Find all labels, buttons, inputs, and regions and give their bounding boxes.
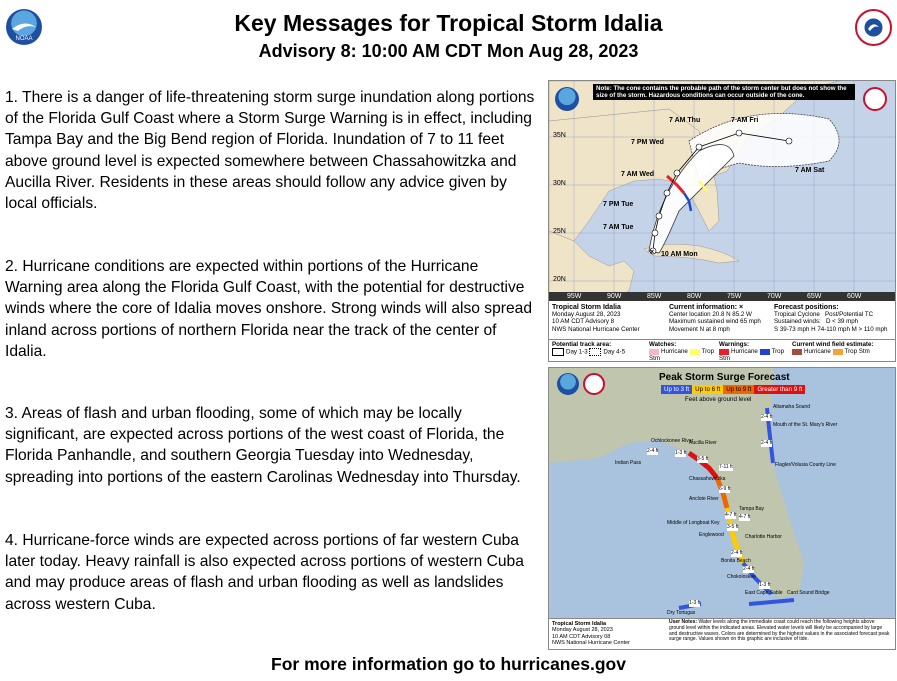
track-point bbox=[696, 144, 702, 150]
surge-legend bbox=[661, 385, 805, 394]
lon-label: 70W bbox=[767, 293, 782, 300]
track-point bbox=[674, 170, 680, 176]
surge-value-label: 2-4 ft bbox=[731, 550, 743, 556]
place-label: East Cape Sable bbox=[745, 590, 783, 596]
nws-logo bbox=[855, 9, 892, 46]
surge-value-label: 7-11 ft bbox=[719, 464, 733, 470]
cone-warnings-legend: Warnings: Hurricane Trop Stm bbox=[719, 341, 785, 362]
lon-label: 65W bbox=[807, 293, 822, 300]
track-label: 10 AM Mon bbox=[661, 251, 698, 258]
surge-storm-info: Tropical Storm Idalia Monday August 28, 2023 10 AM CDT Advisory 08 NWS National Hurricane Center bbox=[552, 621, 630, 647]
cone-current-info: Current information: × Center location 20.8 N 85.2 W Maximum sustained wind 65 mph Movement N at 8 mph bbox=[669, 304, 761, 333]
place-label: Ochlockonee River bbox=[651, 438, 694, 444]
surge-legend-item: Up to 3 ft bbox=[661, 385, 692, 394]
nws-logo-small bbox=[863, 87, 887, 111]
track-label: 7 AM Fri bbox=[731, 117, 759, 124]
surge-value-label: 1-3 ft bbox=[689, 600, 701, 606]
lon-label: 90W bbox=[607, 293, 622, 300]
cone-map-panel bbox=[548, 80, 896, 362]
place-label: Englewood bbox=[699, 532, 724, 538]
track-label: 7 AM Sat bbox=[795, 167, 825, 174]
surge-value-label: 2-4 ft bbox=[761, 440, 773, 446]
key-message-4: 4. Hurricane-force winds are expected across portions of far western Cuba later today. Heavy rainfall is also expected across portions of western Cuba and may produce areas of flash and urban flooding as well as landslides across western Cuba. bbox=[5, 532, 524, 613]
page-title: Key Messages for Tropical Storm Idalia bbox=[234, 10, 663, 36]
track-point bbox=[664, 190, 670, 196]
cone-map bbox=[549, 81, 895, 301]
place-label: Middle of Longboat Key bbox=[667, 520, 720, 526]
place-label: Anclote River bbox=[689, 496, 719, 502]
surge-value-label: 1-3 ft bbox=[759, 582, 771, 588]
surge-title: Peak Storm Surge Forecast bbox=[659, 372, 790, 383]
key-message-2: 2. Hurricane conditions are expected within portions of the Hurricane Warning area along the Florida Gulf Coast, with the potential for destructive winds where the core of Idalia moves onshore. Strong winds will also spread inland across portions of northern Florida near the track of the center of Idalia. bbox=[5, 258, 532, 360]
lon-label: 60W bbox=[847, 293, 862, 300]
lon-label: 95W bbox=[567, 293, 582, 300]
track-label: 7 PM Tue bbox=[603, 201, 634, 208]
track-point bbox=[656, 213, 662, 219]
surge-legend-item: Up to 9 ft bbox=[723, 385, 754, 394]
surge-value-label: 2-4 ft bbox=[647, 448, 659, 454]
lat-label: 30N bbox=[553, 180, 566, 187]
cone-track-area-legend: Potential track area: Day 1-3 Day 4-5 bbox=[552, 341, 626, 356]
page-subtitle: Advisory 8: 10:00 AM CDT Mon Aug 28, 2023 bbox=[258, 41, 639, 61]
surge-value-label: 6-9 ft bbox=[719, 486, 731, 492]
cone-storm-info: Tropical Storm Idalia Monday August 28, 2023 10 AM CDT Advisory 8 NWS National Hurricane Center bbox=[552, 304, 640, 333]
place-label: Flagler/Volusia County Line bbox=[775, 462, 836, 468]
surge-value-label: 1-3 ft bbox=[675, 450, 687, 456]
place-label: Indian Pass bbox=[615, 460, 642, 466]
surge-value-label: 2-4 ft bbox=[743, 566, 755, 572]
surge-user-notes: User Notes: Water levels along the immediate coast could reach the following heights above ground level within the indicated areas. Elevated water levels will likely be accompanied by large and destructive waves. Colors are determined by the highest values in the associated forecast peak surge range. Values shown on this graphic are inclusive of tide. bbox=[669, 619, 890, 643]
track-label: 7 PM Wed bbox=[631, 139, 664, 146]
cone-forecast-info: Forecast positions: Tropical Cyclone Post/Potential TC Sustained winds: D < 39 mph S 39-73 mph H 74-110 mph M > 110 mph bbox=[774, 304, 888, 333]
track-label: 7 AM Tue bbox=[603, 224, 634, 231]
place-label: Charlotte Harbor bbox=[745, 534, 782, 540]
place-label: Chassahowitzka bbox=[689, 476, 726, 482]
surge-value-label: 4-7 ft bbox=[739, 514, 751, 520]
surge-value-label: 4-7 ft bbox=[725, 512, 737, 518]
track-label: 7 AM Wed bbox=[621, 171, 655, 178]
cone-watches-legend: Watches: Hurricane Trop Stm bbox=[649, 341, 715, 362]
surge-map-panel bbox=[548, 367, 896, 650]
key-message-3: 3. Areas of flash and urban flooding, some of which may be locally significant, are expected across portions of the west coast of Florida, the Florida Panhandle, and southern Georgia Tuesday into Wednesday, spreading into portions of the eastern Carolinas Wednesday into Thursday. bbox=[5, 405, 521, 486]
noaa-logo-surge bbox=[557, 373, 579, 395]
place-label: Altamaha Sound bbox=[773, 404, 810, 410]
cone-wind-field-legend: Current wind field estimate: Hurricane Trop Stm bbox=[792, 341, 874, 356]
surge-legend-item: Greater than 9 ft bbox=[754, 385, 805, 394]
cone-info-divider bbox=[549, 339, 895, 340]
cone-note: Note: The cone contains the probable path of the storm center but does not show the size of the storm. Hazardous conditions can occur outside of the cone. bbox=[593, 84, 855, 100]
nws-logo-surge bbox=[583, 373, 605, 395]
track-point bbox=[786, 138, 792, 144]
place-label: Tampa Bay bbox=[739, 506, 765, 512]
surge-value-label: 2-4 ft bbox=[761, 414, 773, 420]
track-label: 7 AM Thu bbox=[669, 117, 701, 124]
lat-label: 20N bbox=[553, 276, 566, 283]
track-point bbox=[736, 130, 742, 136]
footer-link-text: For more information go to hurricanes.gov bbox=[271, 654, 626, 674]
key-message-1: 1. There is a danger of life-threatening storm surge inundation along portions of the Florida Gulf Coast where a Storm Surge Warning is in effect, including Tampa Bay and the Big Bend region of Florida. Inundation of 7 to 11 feet above ground level is expected somewhere between Chassahowitzka and Aucilla River. Residents in these areas should follow any advice given by local officials. bbox=[5, 89, 535, 213]
place-label: Card Sound Bridge bbox=[787, 590, 830, 596]
lon-label: 75W bbox=[727, 293, 742, 300]
lat-label: 35N bbox=[553, 132, 566, 139]
track-point bbox=[652, 230, 658, 236]
storm-center-marker: × bbox=[649, 249, 655, 256]
surge-value-label: 3-5 ft bbox=[697, 456, 709, 462]
place-label: Mouth of the St. Mary's River bbox=[773, 422, 838, 428]
lon-axis-strip bbox=[549, 292, 895, 301]
place-label: Chokoloskee bbox=[727, 574, 756, 580]
surge-legend-item: Up to 6 ft bbox=[692, 385, 723, 394]
lat-label: 25N bbox=[553, 228, 566, 235]
place-label: Aucilla River bbox=[689, 440, 717, 446]
surge-value-label: 3-5 ft bbox=[727, 524, 739, 530]
svg-text:NOAA: NOAA bbox=[15, 36, 33, 42]
lon-label: 80W bbox=[687, 293, 702, 300]
nws-emblem-icon bbox=[857, 11, 890, 44]
surge-subtitle: Feet above ground level bbox=[685, 396, 752, 403]
noaa-logo-small bbox=[555, 87, 579, 111]
place-label: Bonita Beach bbox=[721, 558, 751, 564]
place-label: Dry Tortugas bbox=[667, 610, 696, 616]
lon-label: 85W bbox=[647, 293, 662, 300]
